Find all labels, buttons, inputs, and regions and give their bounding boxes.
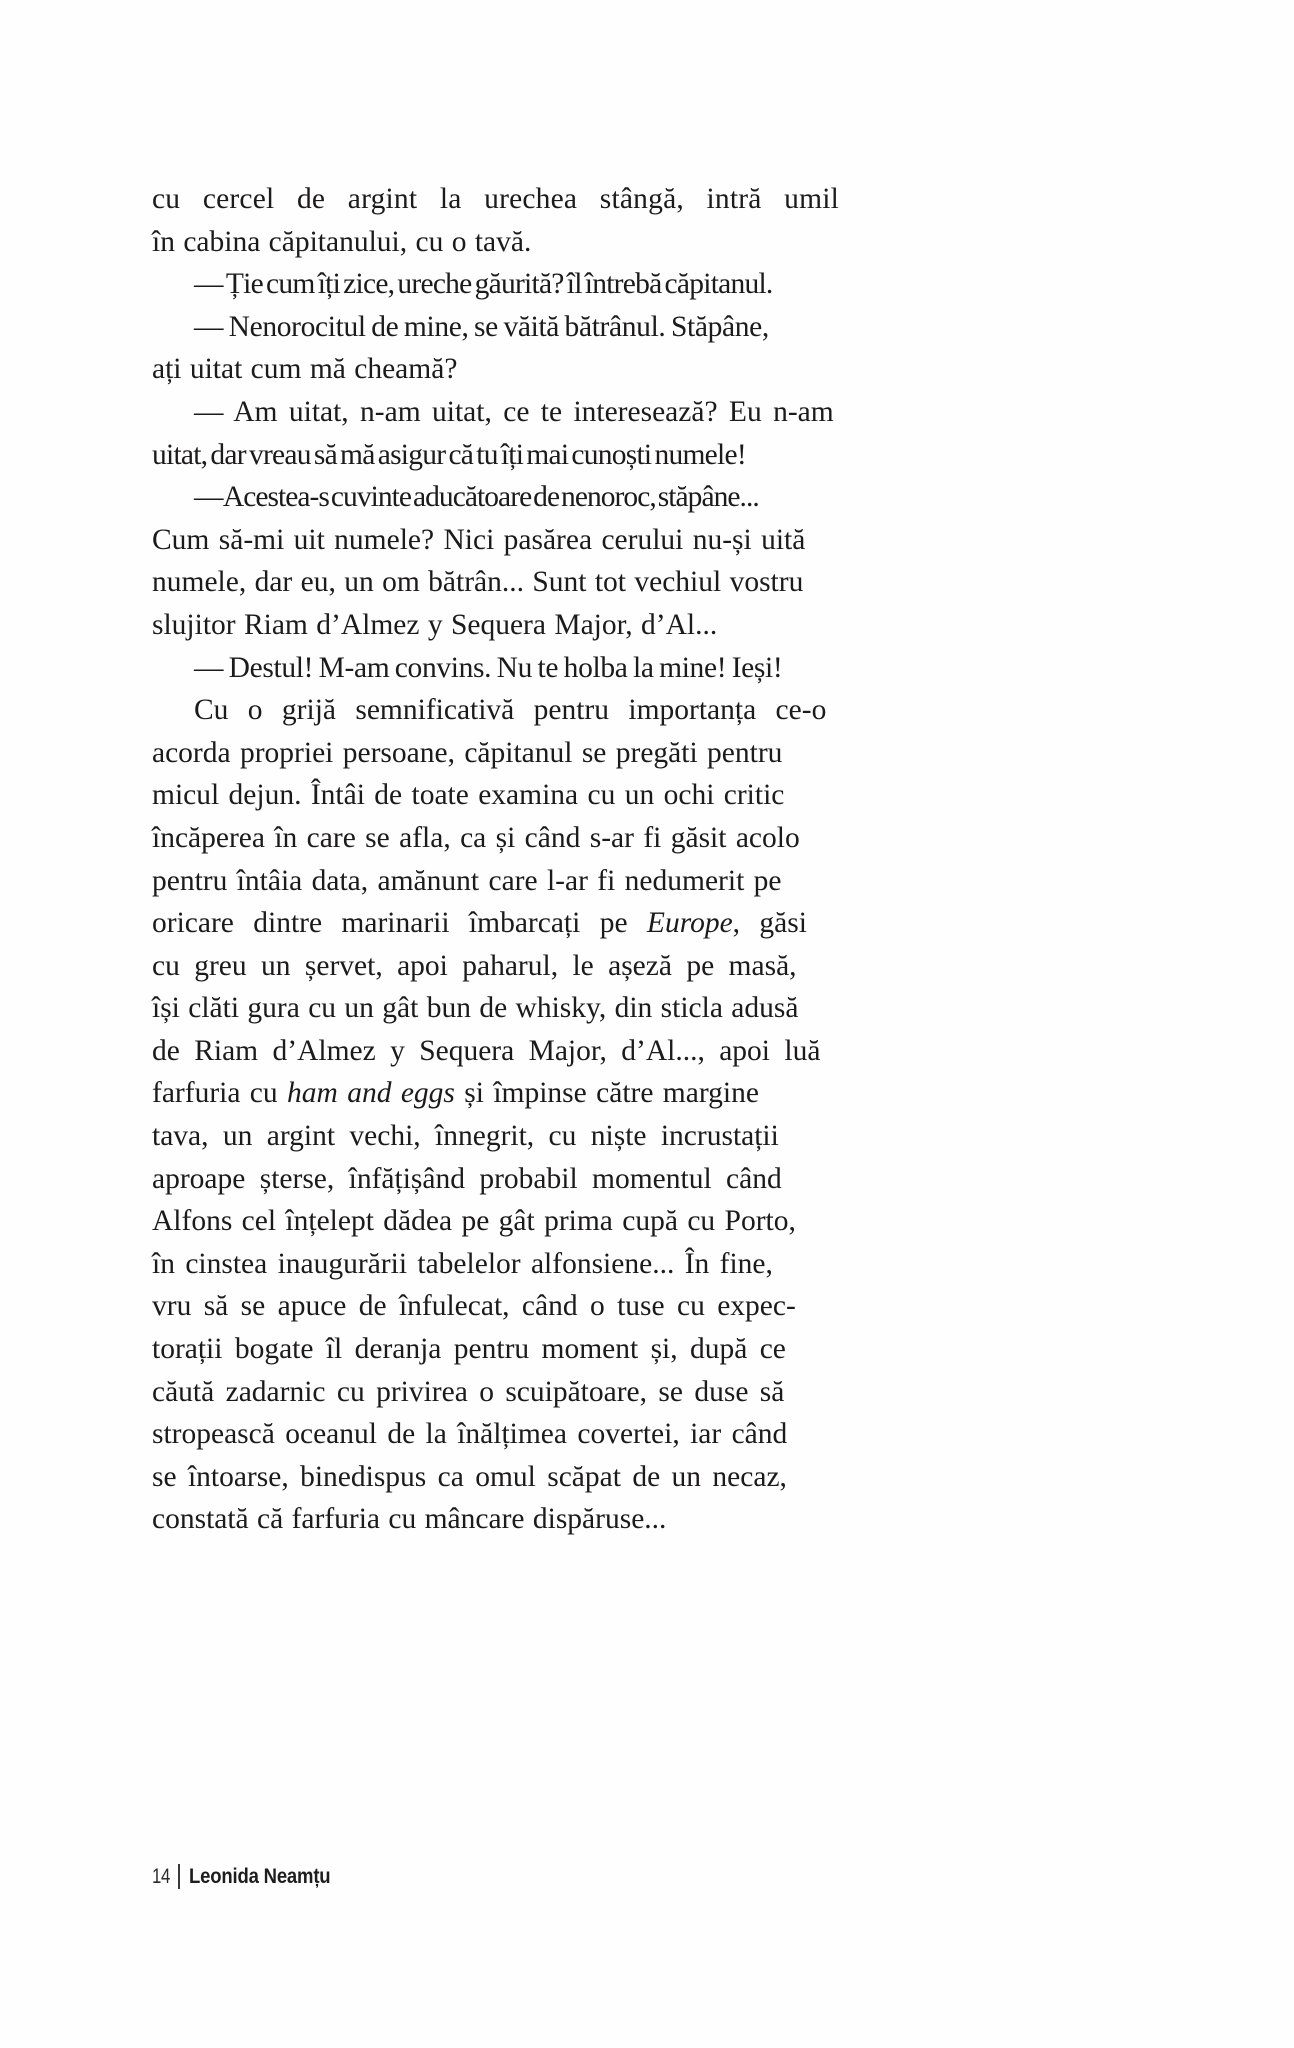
text-line: în cabina căpitanului, cu o tavă.	[152, 225, 532, 258]
text-line: — Am uitat, n-am uitat, ce te interesează? Eu n-am	[194, 395, 834, 428]
page-number: 14	[152, 1864, 170, 1888]
text-line: pentru întâia data, amănunt care l-ar fi nedumerit pe	[152, 864, 782, 897]
page-footer	[152, 1864, 353, 1889]
text-line: acorda propriei persoane, căpitanul se pregăti pentru	[152, 736, 783, 769]
italic-title-europe: Europe	[646, 907, 733, 940]
text-line: de Riam d’Almez y Sequera Major, d’Al..., apoi luă	[152, 1034, 821, 1067]
text-line-with-italic	[152, 902, 1056, 945]
text-line: ați uitat cum mă cheamă?	[152, 353, 458, 386]
text-line: stropească oceanul de la înălțimea covertei, iar când	[152, 1418, 788, 1451]
text-line: cu cercel de argint la urechea stângă, intră umil	[152, 183, 840, 215]
text-line: constată că farfuria cu mâncare dispăruse...	[152, 1503, 667, 1536]
text-line: — Ție cum îți zice, ureche găurită? îl întrebă căpitanul.	[194, 268, 773, 301]
text-line: — Nenorocitul de mine, se văită bătrânul. Stăpâne,	[194, 310, 769, 343]
text-line: Cu o grijă semnificativă pentru importanța ce-o	[194, 694, 827, 727]
text-line: căută zadarnic cu privirea o scuipătoare, se duse să	[152, 1375, 785, 1408]
text-line: numele, dar eu, un om bătrân... Sunt tot vechiul vostru	[152, 566, 804, 599]
text-run: farfuria cu	[152, 1077, 288, 1110]
text-line: tava, un argint vechi, înnegrit, cu niște incrustații	[152, 1120, 779, 1153]
text-line: micul dejun. Întâi de toate examina cu un ochi critic	[152, 779, 785, 812]
body-text-block	[152, 178, 1056, 1541]
text-line: încăperea în care se afla, ca și când s-ar fi găsit acolo	[152, 821, 800, 854]
text-line: în cinstea inaugurării tabelelor alfonsiene... În fine,	[152, 1247, 773, 1280]
text-line: — Acestea-s cuvinte aducătoare de nenoroc, stăpâne...	[194, 481, 759, 514]
text-line: vru să se apuce de înfulecat, când o tuse cu expec-	[152, 1290, 796, 1323]
text-line: aproape șterse, înfățișând probabil momentul când	[152, 1162, 782, 1195]
text-line: — Destul! M-am convins. Nu te holba la mine! Ieși!	[194, 651, 783, 684]
text-line: Alfons cel înțelept dădea pe gât prima cupă cu Porto,	[152, 1205, 796, 1238]
text-run: oricare dintre marinarii îmbarcați pe	[152, 907, 647, 940]
text-line: slujitor Riam d’Almez y Sequera Major, d’Al...	[152, 608, 718, 641]
text-line: cu greu un șervet, apoi paharul, le așeză pe masă,	[152, 949, 797, 982]
text-line: Cum să-mi uit numele? Nici pasărea cerului nu-și uită	[152, 523, 806, 556]
text-line: se întoarse, binedispus ca omul scăpat de un necaz,	[152, 1460, 787, 1493]
text-line: uitat, dar vreau să mă asigur că tu îți mai cunoști numele!	[152, 438, 746, 471]
text-line: torații bogate îl deranja pentru moment și, după ce	[152, 1333, 786, 1366]
text-run: , găsi	[732, 907, 807, 940]
running-head-author: Leonida Neamțu	[188, 1864, 331, 1888]
text-line: își clăti gura cu un gât bun de whisky, din sticla adusă	[152, 992, 799, 1025]
text-run: și împinse către margine	[454, 1077, 759, 1110]
footer-divider	[178, 1864, 180, 1889]
text-line-with-italic	[152, 1072, 1056, 1115]
italic-phrase-ham-and-eggs: ham and eggs	[287, 1077, 455, 1110]
